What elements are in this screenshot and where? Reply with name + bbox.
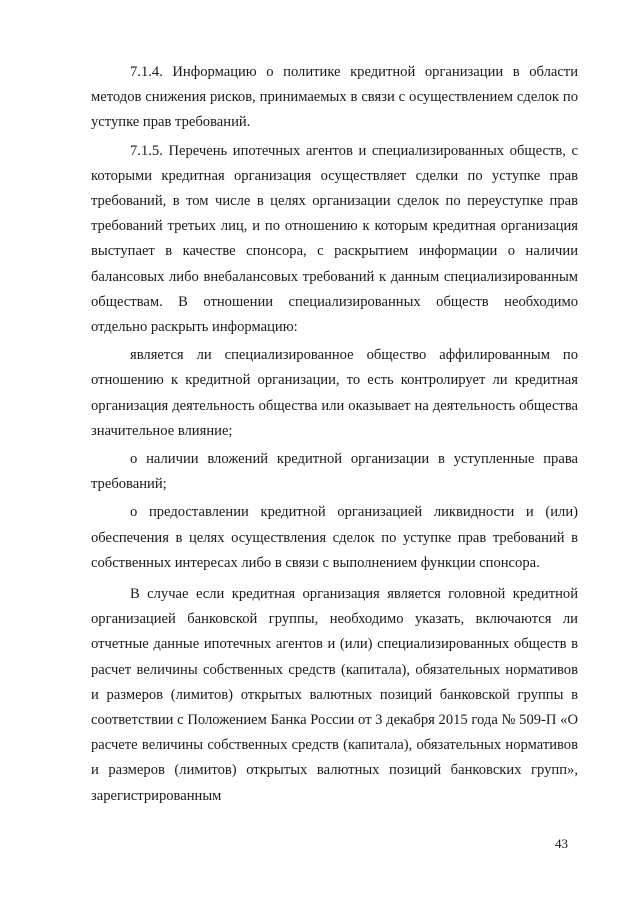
paragraph-7-1-5: 7.1.5. Перечень ипотечных агентов и специализированных обществ, с которыми кредитная организация осуществляет сделки по уступке прав требований, в том числе в целях организации сделок по переуступке прав требований третьих лиц, и по отношению к которым кредитная организация выступает в качестве спонсора, с раскрытием информации о наличии балансовых либо внебалансовых требований к данным специализированным обществам. В отношении специализированных обществ необходимо отдельно раскрыть информацию: — [91, 142, 578, 336]
list-item-liquidity: о предоставлении кредитной организацией ликвидности и (или) обеспечения в целях осуществления сделок по уступке прав требований в собственных интересах либо в связи с выполнением функции спонсора. — [91, 504, 578, 571]
paragraph-banking-group: В случае если кредитная организация является головной кредитной организацией банковской группы, необходимо указать, включаются ли отчетные данные ипотечных агентов и (или) специализированных обществ в расчет величины собственных средств (капитала), обязательных нормативов и размеров (лимитов) открытых валютных позиций банковской группы в соответствии с Положением Банка России от 3 декабря 2015 года № 509-П «О расчете величины собственных средств (капитала), обязательных нормативов и размеров (лимитов) открытых валютных позиций банковских групп», зарегистрированным — [91, 586, 578, 804]
page-number: 43 — [555, 836, 568, 851]
document-body — [91, 60, 578, 812]
list-item-investments: о наличии вложений кредитной организации в уступленные права требований; — [91, 451, 578, 493]
paragraph-7-1-4: 7.1.4. Информацию о политике кредитной организации в области методов снижения рисков, принимаемых в связи с осуществлением сделок по уступке прав требований. — [91, 64, 578, 131]
list-item-affiliation: является ли специализированное общество аффилированным по отношению к кредитной организации, то есть контролирует ли кредитная организация деятельность общества или оказывает на деятельность общества значительное влияние; — [91, 347, 578, 439]
